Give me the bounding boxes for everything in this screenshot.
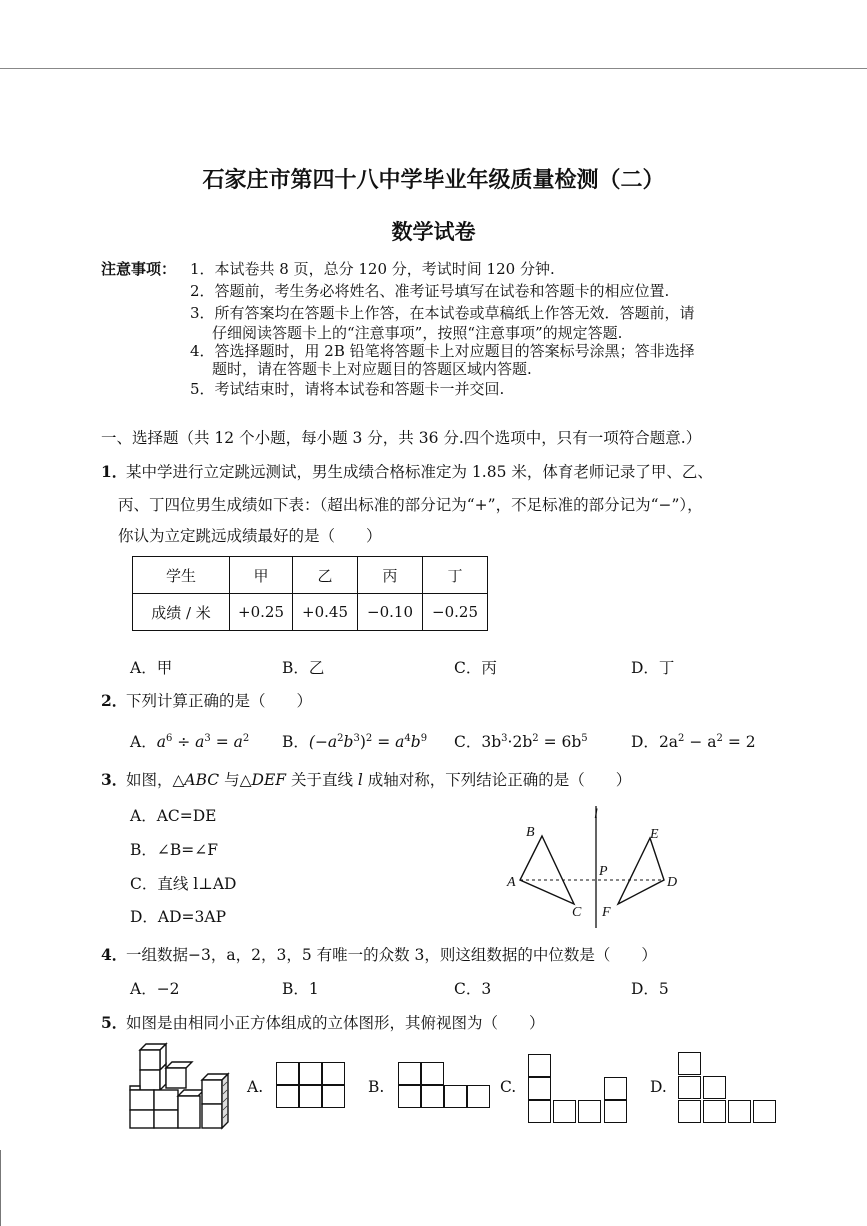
option: A．AC=DE — [130, 807, 217, 825]
option: D．5 — [631, 980, 669, 998]
grid-cell — [299, 1085, 322, 1108]
table-cell: 乙 — [293, 557, 358, 594]
math-term: 2a — [658, 733, 679, 751]
triangle-def — [618, 838, 664, 904]
table-cell: −0.25 — [423, 594, 488, 631]
grid-cell — [276, 1062, 299, 1085]
question-number: 2． — [101, 691, 128, 710]
table-cell: +0.25 — [230, 594, 293, 631]
math-op: = — [210, 733, 234, 751]
grid-cell — [728, 1100, 751, 1123]
grid-cell — [444, 1085, 467, 1108]
math-term: = 2 — [722, 733, 756, 751]
exponent: 2 — [337, 732, 344, 744]
grid-cell — [421, 1085, 444, 1108]
exponent: 6 — [165, 732, 173, 744]
option-label: C． — [454, 733, 482, 751]
math-op: ÷ — [172, 733, 196, 751]
notice-item: 1．本试卷共 8 页，总分 120 分，考试时间 120 分钟. — [190, 260, 555, 278]
option-d — [631, 730, 756, 752]
question-text-part: 如图，△ — [126, 771, 185, 789]
option: C．丙 — [454, 659, 497, 677]
grid-cell — [703, 1100, 726, 1123]
question-number: 4． — [101, 945, 128, 964]
option: C．3 — [454, 980, 492, 998]
question-text: 一组数据−3，a，2，3，5 有唯一的众数 3，则这组数据的中位数是（ ） — [126, 946, 657, 964]
label-p: P — [599, 864, 608, 879]
grid-cell — [467, 1085, 490, 1108]
question-text-part: 成轴对称，下列结论正确的是（ ） — [362, 771, 632, 789]
option-b — [282, 730, 427, 752]
grid-cell — [678, 1100, 701, 1123]
exponent: 3 — [501, 732, 508, 744]
label-f: F — [602, 905, 611, 920]
math-term: (−a — [308, 733, 338, 751]
option: B．∠B=∠F — [130, 841, 218, 859]
notice-item: 5．考试结束时，请将本试卷和答题卡一并交回. — [190, 380, 505, 398]
grid-cell — [703, 1076, 726, 1099]
question-number: 1． — [101, 462, 128, 481]
grid-cell — [528, 1100, 551, 1123]
question-text-part: 与△ — [219, 771, 252, 789]
option: A. — [247, 1078, 264, 1096]
table-cell: 丁 — [423, 557, 488, 594]
notice-item: 4．答选择题时，用 2B 铅笔将答题卡上对应题目的答案标号涂黑；答非选择 — [190, 342, 695, 360]
math-term: a — [195, 733, 205, 751]
label-d: D — [667, 875, 678, 890]
option: C. — [500, 1078, 517, 1096]
exponent: 2 — [242, 732, 250, 744]
table-cell: 丙 — [358, 557, 423, 594]
label-b: B — [526, 825, 535, 840]
question-text: 如图是由相同小正方体组成的立体图形，其俯视图为（ ） — [126, 1014, 545, 1032]
grid-cell — [753, 1100, 776, 1123]
exponent: 5 — [581, 732, 588, 744]
exponent: 2 — [365, 732, 373, 744]
label-c: C — [572, 905, 582, 920]
label-e: E — [650, 827, 659, 842]
notice-item: 2．答题前，考生务必将姓名、准考证号填写在试卷和答题卡的相应位置. — [190, 282, 670, 300]
grid-cell — [604, 1077, 627, 1100]
grid-cell — [398, 1062, 421, 1085]
option: A．甲 — [130, 659, 173, 677]
question-text: 某中学进行立定跳远测试，男生成绩合格标准定为 1.85 米，体育老师记录了甲、乙、 — [126, 463, 713, 481]
exponent: 2 — [532, 732, 539, 744]
question-text: 丙、丁四位男生成绩如下表：（超出标准的部分记为“+”，不足标准的部分记为“−”）， — [118, 496, 703, 514]
table-cell: −0.10 — [358, 594, 423, 631]
table-cell: +0.45 — [293, 594, 358, 631]
option: B. — [368, 1078, 385, 1096]
left-edge — [0, 1150, 1, 1226]
label-a: A — [507, 875, 516, 890]
table-cell: 学生 — [133, 557, 230, 594]
score-table — [132, 556, 488, 631]
grid-cell — [678, 1052, 701, 1075]
option-c — [454, 730, 588, 752]
math-term: = 6b — [538, 733, 582, 751]
question-text: 你认为立定跳远成绩最好的是（ ） — [118, 527, 382, 545]
grid-cell — [421, 1062, 444, 1085]
table-header-row — [133, 557, 488, 594]
triangle-abc — [520, 836, 574, 904]
option: D．丁 — [631, 659, 675, 677]
option: B．乙 — [282, 659, 325, 677]
option-label: D． — [631, 733, 659, 751]
grid-cell — [398, 1085, 421, 1108]
grid-cell — [528, 1054, 551, 1077]
math-term: = a — [372, 733, 405, 751]
notice-label: 注意事项： — [101, 260, 177, 278]
math-term: a — [156, 733, 166, 751]
math-term: a — [233, 733, 243, 751]
option-label: A． — [130, 733, 157, 751]
table-row — [133, 594, 488, 631]
option: B．1 — [282, 980, 319, 998]
exponent: 3 — [353, 732, 360, 744]
symmetry-figure — [500, 800, 700, 930]
math-term: l — [357, 771, 363, 789]
grid-cell — [276, 1085, 299, 1108]
math-term: ·2b — [507, 733, 533, 751]
math-term: − a — [684, 733, 717, 751]
exam-subtitle: 数学试卷 — [391, 219, 476, 244]
question-number: 5． — [101, 1013, 128, 1032]
math-term: ABC — [184, 771, 220, 789]
section-heading: 一、选择题（共 12 个小题，每小题 3 分，共 36 分.四个选项中，只有一项符合题意.） — [101, 429, 702, 447]
table-cell: 成绩 / 米 — [133, 594, 230, 631]
grid-cell — [678, 1076, 701, 1099]
option: A．−2 — [130, 980, 180, 998]
grid-cell — [528, 1077, 551, 1100]
notice-item: 题时，请在答题卡上对应题目的答题区域内答题. — [212, 360, 532, 378]
grid-cell — [299, 1062, 322, 1085]
question-text: 下列计算正确的是（ ） — [126, 692, 313, 710]
option: C．直线 l⊥AD — [130, 875, 237, 893]
math-term: 3b — [481, 733, 502, 751]
exponent: 3 — [204, 732, 211, 744]
grid-cell — [322, 1085, 345, 1108]
math-term: b — [410, 733, 421, 751]
question-text-part: 关于直线 — [286, 771, 358, 789]
question-text — [126, 768, 631, 790]
math-term: b — [343, 733, 354, 751]
option: D. — [650, 1078, 667, 1096]
exam-title: 石家庄市第四十八中学毕业年级质量检测（二） — [202, 167, 665, 193]
grid-cell — [604, 1100, 627, 1123]
top-rule — [0, 68, 867, 69]
grid-cell — [578, 1100, 601, 1123]
cube-solid-figure — [126, 1042, 238, 1130]
label-l: l — [594, 807, 598, 822]
option-a — [130, 730, 249, 752]
math-term: DEF — [251, 771, 287, 789]
exponent: 2 — [678, 732, 685, 744]
notice-item: 仔细阅读答题卡上的“注意事项”，按照“注意事项”的规定答题. — [212, 324, 623, 342]
grid-cell — [553, 1100, 576, 1123]
grid-cell — [322, 1062, 345, 1085]
notice-item: 3．所有答案均在答题卡上作答，在本试卷或草稿纸上作答无效．答题前，请 — [190, 304, 695, 322]
option: D．AD=3AP — [130, 908, 227, 926]
option-label: B． — [282, 733, 309, 751]
exponent: 4 — [404, 732, 411, 744]
math-op: ) — [359, 733, 366, 751]
exponent: 2 — [716, 732, 723, 744]
question-number: 3． — [101, 770, 128, 789]
table-cell: 甲 — [230, 557, 293, 594]
exponent: 9 — [420, 732, 428, 744]
